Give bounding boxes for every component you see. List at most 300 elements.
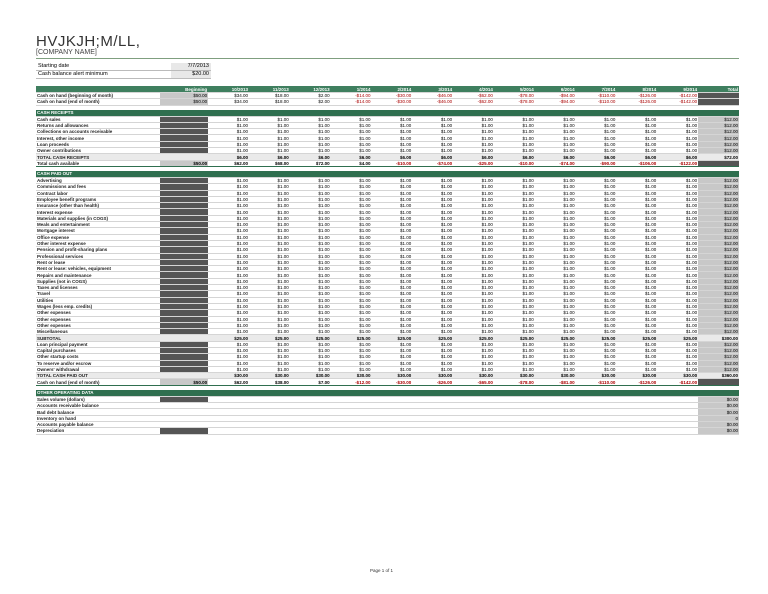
month-value[interactable]: $1.00 xyxy=(208,291,249,297)
month-value[interactable]: $25.00 xyxy=(290,335,331,341)
month-value[interactable]: $1.00 xyxy=(535,297,576,303)
month-value[interactable]: $1.00 xyxy=(616,141,657,147)
month-value[interactable]: $6.00 xyxy=(290,154,331,160)
month-value[interactable]: $1.00 xyxy=(208,285,249,291)
month-value[interactable]: $1.00 xyxy=(453,341,494,347)
month-value[interactable]: $38.00 xyxy=(249,379,290,385)
month-value[interactable]: -$12.00 xyxy=(331,379,372,385)
month-value[interactable]: $1.00 xyxy=(657,184,698,190)
month-value[interactable]: $30.00 xyxy=(576,373,617,379)
month-value[interactable]: $1.00 xyxy=(453,291,494,297)
month-value[interactable]: $1.00 xyxy=(208,247,249,253)
month-value[interactable]: $1.00 xyxy=(616,116,657,122)
month-value[interactable]: $1.00 xyxy=(371,247,412,253)
month-value[interactable]: $1.00 xyxy=(290,228,331,234)
month-value[interactable]: $1.00 xyxy=(657,222,698,228)
month-value[interactable]: $1.00 xyxy=(331,297,372,303)
month-value[interactable]: $1.00 xyxy=(290,222,331,228)
month-blank[interactable] xyxy=(657,428,698,434)
month-value[interactable]: $1.00 xyxy=(249,209,290,215)
month-value[interactable]: $1.00 xyxy=(616,272,657,278)
month-value[interactable]: $1.00 xyxy=(412,278,453,284)
month-value[interactable]: $62.00 xyxy=(208,160,249,166)
month-value[interactable]: $1.00 xyxy=(208,148,249,154)
month-value[interactable]: $1.00 xyxy=(371,278,412,284)
month-value[interactable]: $1.00 xyxy=(616,129,657,135)
month-value[interactable]: $1.00 xyxy=(290,148,331,154)
month-value[interactable]: $1.00 xyxy=(331,259,372,265)
month-value[interactable]: $1.00 xyxy=(453,190,494,196)
month-value[interactable]: $1.00 xyxy=(208,209,249,215)
month-value[interactable]: $1.00 xyxy=(453,310,494,316)
month-value[interactable]: -$10.00 xyxy=(494,160,535,166)
month-value[interactable]: -$78.00 xyxy=(494,379,535,385)
month-value[interactable]: $1.00 xyxy=(208,184,249,190)
month-blank[interactable] xyxy=(535,428,576,434)
month-value[interactable]: $1.00 xyxy=(249,177,290,183)
month-value[interactable]: $1.00 xyxy=(208,366,249,372)
month-value[interactable]: $1.00 xyxy=(576,122,617,128)
month-value[interactable]: $1.00 xyxy=(616,203,657,209)
month-value[interactable]: $1.00 xyxy=(371,310,412,316)
month-value[interactable]: $1.00 xyxy=(208,278,249,284)
month-value[interactable]: $1.00 xyxy=(576,272,617,278)
month-value[interactable]: $1.00 xyxy=(249,310,290,316)
month-value[interactable]: $1.00 xyxy=(371,303,412,309)
month-value[interactable]: $1.00 xyxy=(249,184,290,190)
month-value[interactable]: $1.00 xyxy=(453,266,494,272)
month-value[interactable]: $1.00 xyxy=(249,253,290,259)
month-value[interactable]: $30.00 xyxy=(208,373,249,379)
month-value[interactable]: $1.00 xyxy=(576,297,617,303)
month-value[interactable]: $1.00 xyxy=(657,234,698,240)
month-value[interactable]: $1.00 xyxy=(453,272,494,278)
month-value[interactable]: $1.00 xyxy=(208,135,249,141)
month-value[interactable]: $1.00 xyxy=(453,122,494,128)
month-value[interactable]: $6.00 xyxy=(616,154,657,160)
month-value[interactable]: $1.00 xyxy=(290,354,331,360)
month-value[interactable]: $1.00 xyxy=(290,196,331,202)
month-value[interactable]: $1.00 xyxy=(412,347,453,353)
month-value[interactable]: $1.00 xyxy=(453,360,494,366)
month-value[interactable]: $1.00 xyxy=(535,228,576,234)
month-value[interactable]: $1.00 xyxy=(616,177,657,183)
month-value[interactable]: $1.00 xyxy=(616,259,657,265)
month-value[interactable]: -$25.00 xyxy=(453,160,494,166)
month-value[interactable]: $1.00 xyxy=(576,329,617,335)
month-value[interactable]: $1.00 xyxy=(453,228,494,234)
month-value[interactable]: $1.00 xyxy=(576,253,617,259)
month-value[interactable]: $1.00 xyxy=(331,354,372,360)
month-value[interactable]: $1.00 xyxy=(576,247,617,253)
month-value[interactable]: $1.00 xyxy=(331,215,372,221)
month-value[interactable]: $6.00 xyxy=(657,154,698,160)
month-value[interactable]: $1.00 xyxy=(657,329,698,335)
month-value[interactable]: $1.00 xyxy=(616,329,657,335)
month-value[interactable]: $30.00 xyxy=(535,373,576,379)
month-value[interactable]: $1.00 xyxy=(290,209,331,215)
month-value[interactable]: $1.00 xyxy=(412,259,453,265)
month-value[interactable]: $1.00 xyxy=(453,129,494,135)
month-value[interactable]: $1.00 xyxy=(290,247,331,253)
month-value[interactable]: $1.00 xyxy=(616,240,657,246)
month-value[interactable]: $1.00 xyxy=(453,297,494,303)
month-value[interactable]: -$74.00 xyxy=(412,160,453,166)
month-value[interactable]: $1.00 xyxy=(290,341,331,347)
month-value[interactable]: $1.00 xyxy=(494,177,535,183)
month-value[interactable]: $1.00 xyxy=(331,203,372,209)
month-value[interactable]: $1.00 xyxy=(208,329,249,335)
month-value[interactable]: $30.00 xyxy=(616,373,657,379)
month-value[interactable]: $1.00 xyxy=(535,322,576,328)
month-value[interactable]: $25.00 xyxy=(208,335,249,341)
month-value[interactable]: $1.00 xyxy=(535,259,576,265)
month-value[interactable]: $1.00 xyxy=(494,297,535,303)
month-value[interactable]: $6.00 xyxy=(576,154,617,160)
month-value[interactable]: $1.00 xyxy=(371,177,412,183)
month-value[interactable]: $1.00 xyxy=(371,272,412,278)
month-value[interactable]: $1.00 xyxy=(576,259,617,265)
month-value[interactable]: $1.00 xyxy=(208,303,249,309)
month-value[interactable]: $1.00 xyxy=(290,360,331,366)
month-value[interactable]: $1.00 xyxy=(412,297,453,303)
month-value[interactable]: $1.00 xyxy=(371,215,412,221)
month-value[interactable]: $1.00 xyxy=(576,116,617,122)
month-value[interactable]: $1.00 xyxy=(208,234,249,240)
month-value[interactable]: $1.00 xyxy=(616,122,657,128)
month-value[interactable]: $1.00 xyxy=(576,203,617,209)
month-value[interactable]: $1.00 xyxy=(412,203,453,209)
month-value[interactable]: $1.00 xyxy=(412,240,453,246)
month-value[interactable]: $1.00 xyxy=(331,322,372,328)
month-value[interactable]: $1.00 xyxy=(208,272,249,278)
month-value[interactable]: $1.00 xyxy=(535,347,576,353)
month-value[interactable]: $1.00 xyxy=(535,116,576,122)
month-value[interactable]: $1.00 xyxy=(208,196,249,202)
month-value[interactable]: $1.00 xyxy=(331,329,372,335)
month-blank[interactable] xyxy=(616,428,657,434)
month-value[interactable]: $1.00 xyxy=(616,310,657,316)
month-value[interactable]: $6.00 xyxy=(249,154,290,160)
month-value[interactable]: $1.00 xyxy=(576,209,617,215)
month-value[interactable]: $1.00 xyxy=(290,259,331,265)
month-value[interactable]: $1.00 xyxy=(412,354,453,360)
month-value[interactable]: $1.00 xyxy=(249,278,290,284)
month-value[interactable]: $1.00 xyxy=(371,341,412,347)
month-value[interactable]: $1.00 xyxy=(331,253,372,259)
month-blank[interactable] xyxy=(371,428,412,434)
month-value[interactable]: $1.00 xyxy=(453,234,494,240)
month-value[interactable]: -$126.00 xyxy=(616,379,657,385)
month-value[interactable]: $1.00 xyxy=(371,354,412,360)
month-value[interactable]: $1.00 xyxy=(249,222,290,228)
month-value[interactable]: $1.00 xyxy=(535,303,576,309)
month-value[interactable]: $1.00 xyxy=(494,303,535,309)
month-value[interactable]: $1.00 xyxy=(535,129,576,135)
month-value[interactable]: $1.00 xyxy=(535,285,576,291)
month-value[interactable]: $6.00 xyxy=(371,154,412,160)
month-value[interactable]: $7.00 xyxy=(290,379,331,385)
month-value[interactable]: -$74.00 xyxy=(535,160,576,166)
month-value[interactable]: $1.00 xyxy=(453,222,494,228)
month-value[interactable]: $1.00 xyxy=(616,285,657,291)
month-value[interactable]: $1.00 xyxy=(576,240,617,246)
month-value[interactable]: $1.00 xyxy=(371,240,412,246)
month-value[interactable]: $1.00 xyxy=(494,190,535,196)
month-value[interactable]: $1.00 xyxy=(249,360,290,366)
month-value[interactable]: $1.00 xyxy=(371,329,412,335)
month-value[interactable]: $1.00 xyxy=(576,129,617,135)
month-value[interactable]: $1.00 xyxy=(453,347,494,353)
month-value[interactable]: $1.00 xyxy=(657,196,698,202)
month-value[interactable]: $1.00 xyxy=(412,196,453,202)
month-value[interactable]: $68.00 xyxy=(249,160,290,166)
month-value[interactable]: $1.00 xyxy=(576,177,617,183)
month-value[interactable]: $1.00 xyxy=(494,316,535,322)
month-value[interactable]: $1.00 xyxy=(371,184,412,190)
month-value[interactable]: $1.00 xyxy=(331,347,372,353)
month-value[interactable]: $1.00 xyxy=(453,148,494,154)
month-value[interactable]: $1.00 xyxy=(657,122,698,128)
month-value[interactable]: $1.00 xyxy=(494,341,535,347)
month-value[interactable]: $1.00 xyxy=(453,247,494,253)
month-value[interactable]: $1.00 xyxy=(290,190,331,196)
month-value[interactable]: $1.00 xyxy=(494,135,535,141)
month-value[interactable]: $1.00 xyxy=(249,366,290,372)
month-value[interactable]: $1.00 xyxy=(494,196,535,202)
month-value[interactable]: $1.00 xyxy=(249,266,290,272)
month-value[interactable]: $1.00 xyxy=(290,347,331,353)
month-value[interactable]: $1.00 xyxy=(249,322,290,328)
month-value[interactable]: -$65.00 xyxy=(453,379,494,385)
month-value[interactable]: $1.00 xyxy=(616,297,657,303)
month-value[interactable]: $62.00 xyxy=(208,379,249,385)
month-value[interactable]: $1.00 xyxy=(208,240,249,246)
month-value[interactable]: $1.00 xyxy=(616,190,657,196)
month-value[interactable]: $1.00 xyxy=(331,222,372,228)
month-blank[interactable] xyxy=(576,428,617,434)
month-value[interactable]: $1.00 xyxy=(616,184,657,190)
month-value[interactable]: $1.00 xyxy=(535,141,576,147)
month-value[interactable]: $1.00 xyxy=(657,291,698,297)
month-value[interactable]: $1.00 xyxy=(453,209,494,215)
month-value[interactable]: $1.00 xyxy=(290,135,331,141)
month-value[interactable]: $1.00 xyxy=(453,141,494,147)
month-value[interactable]: $1.00 xyxy=(331,177,372,183)
month-value[interactable]: $6.00 xyxy=(535,154,576,160)
month-value[interactable]: $1.00 xyxy=(657,259,698,265)
month-value[interactable]: $4.00 xyxy=(331,160,372,166)
month-value[interactable]: $1.00 xyxy=(535,234,576,240)
month-value[interactable]: $1.00 xyxy=(371,253,412,259)
month-value[interactable]: $1.00 xyxy=(249,240,290,246)
month-value[interactable]: $1.00 xyxy=(249,247,290,253)
month-value[interactable]: $1.00 xyxy=(576,196,617,202)
month-value[interactable]: $1.00 xyxy=(657,322,698,328)
month-value[interactable]: $1.00 xyxy=(576,316,617,322)
month-value[interactable]: $1.00 xyxy=(208,253,249,259)
month-value[interactable]: $1.00 xyxy=(249,196,290,202)
month-blank[interactable] xyxy=(412,428,453,434)
month-value[interactable]: $1.00 xyxy=(208,360,249,366)
month-value[interactable]: $1.00 xyxy=(331,285,372,291)
month-value[interactable]: $25.00 xyxy=(249,335,290,341)
month-value[interactable]: $1.00 xyxy=(535,203,576,209)
month-value[interactable]: -$26.00 xyxy=(412,379,453,385)
month-value[interactable]: $1.00 xyxy=(331,184,372,190)
month-value[interactable]: $1.00 xyxy=(249,148,290,154)
month-blank[interactable] xyxy=(494,428,535,434)
month-value[interactable]: $1.00 xyxy=(412,135,453,141)
month-value[interactable]: $1.00 xyxy=(657,354,698,360)
month-value[interactable]: -$122.00 xyxy=(657,160,698,166)
month-value[interactable]: $1.00 xyxy=(657,141,698,147)
month-value[interactable]: $1.00 xyxy=(371,234,412,240)
month-value[interactable]: $1.00 xyxy=(494,234,535,240)
month-value[interactable]: $1.00 xyxy=(576,354,617,360)
month-value[interactable]: $1.00 xyxy=(290,272,331,278)
month-value[interactable]: $1.00 xyxy=(535,240,576,246)
month-value[interactable]: $1.00 xyxy=(290,141,331,147)
month-value[interactable]: $1.00 xyxy=(412,222,453,228)
month-value[interactable]: $1.00 xyxy=(657,341,698,347)
month-value[interactable]: $1.00 xyxy=(208,259,249,265)
month-value[interactable]: $1.00 xyxy=(494,310,535,316)
month-value[interactable]: -$10.00 xyxy=(371,160,412,166)
month-value[interactable]: $1.00 xyxy=(616,266,657,272)
month-value[interactable]: $1.00 xyxy=(290,329,331,335)
month-value[interactable]: $1.00 xyxy=(657,129,698,135)
month-value[interactable]: $1.00 xyxy=(576,291,617,297)
month-blank[interactable] xyxy=(208,428,249,434)
month-value[interactable]: $1.00 xyxy=(290,215,331,221)
month-value[interactable]: $6.00 xyxy=(453,154,494,160)
month-value[interactable]: $1.00 xyxy=(576,266,617,272)
month-value[interactable]: $1.00 xyxy=(371,322,412,328)
month-value[interactable]: $1.00 xyxy=(657,135,698,141)
month-value[interactable]: $1.00 xyxy=(576,360,617,366)
month-value[interactable]: $1.00 xyxy=(208,310,249,316)
month-value[interactable]: $30.00 xyxy=(453,373,494,379)
month-value[interactable]: $72.00 xyxy=(290,160,331,166)
month-value[interactable]: $1.00 xyxy=(453,215,494,221)
month-value[interactable]: $1.00 xyxy=(371,291,412,297)
month-value[interactable]: $1.00 xyxy=(453,285,494,291)
month-value[interactable]: $1.00 xyxy=(208,122,249,128)
month-value[interactable]: $1.00 xyxy=(657,228,698,234)
month-value[interactable]: $1.00 xyxy=(331,190,372,196)
month-value[interactable]: $1.00 xyxy=(412,148,453,154)
month-value[interactable]: $1.00 xyxy=(576,303,617,309)
month-value[interactable]: $1.00 xyxy=(657,266,698,272)
month-value[interactable]: $1.00 xyxy=(249,291,290,297)
month-value[interactable]: $1.00 xyxy=(331,234,372,240)
month-value[interactable]: $1.00 xyxy=(453,329,494,335)
month-value[interactable]: -$90.00 xyxy=(576,160,617,166)
month-value[interactable]: $1.00 xyxy=(412,310,453,316)
month-value[interactable]: $1.00 xyxy=(576,228,617,234)
month-value[interactable]: $1.00 xyxy=(412,285,453,291)
month-value[interactable]: $1.00 xyxy=(208,222,249,228)
month-value[interactable]: $1.00 xyxy=(371,316,412,322)
month-value[interactable]: $1.00 xyxy=(494,266,535,272)
month-value[interactable]: $1.00 xyxy=(371,122,412,128)
month-value[interactable]: $1.00 xyxy=(249,303,290,309)
month-value[interactable]: $1.00 xyxy=(249,129,290,135)
month-value[interactable]: $1.00 xyxy=(657,297,698,303)
month-value[interactable]: $1.00 xyxy=(208,341,249,347)
month-value[interactable]: $1.00 xyxy=(453,316,494,322)
month-value[interactable]: $1.00 xyxy=(494,184,535,190)
month-value[interactable]: $1.00 xyxy=(453,240,494,246)
month-value[interactable]: $1.00 xyxy=(616,278,657,284)
month-value[interactable]: $1.00 xyxy=(249,234,290,240)
month-value[interactable]: $1.00 xyxy=(535,360,576,366)
month-value[interactable]: $1.00 xyxy=(657,240,698,246)
month-value[interactable]: $1.00 xyxy=(616,215,657,221)
month-value[interactable]: $1.00 xyxy=(331,278,372,284)
month-value[interactable]: $1.00 xyxy=(657,360,698,366)
month-value[interactable]: $1.00 xyxy=(371,209,412,215)
month-value[interactable]: $1.00 xyxy=(576,234,617,240)
month-value[interactable]: $1.00 xyxy=(453,184,494,190)
month-value[interactable]: $1.00 xyxy=(412,122,453,128)
month-value[interactable]: $1.00 xyxy=(494,322,535,328)
month-value[interactable]: $6.00 xyxy=(208,154,249,160)
month-value[interactable]: $1.00 xyxy=(412,184,453,190)
month-value[interactable]: $1.00 xyxy=(494,129,535,135)
month-value[interactable]: $1.00 xyxy=(657,347,698,353)
month-value[interactable]: $1.00 xyxy=(412,228,453,234)
month-value[interactable]: $1.00 xyxy=(371,259,412,265)
month-value[interactable]: $1.00 xyxy=(494,354,535,360)
month-value[interactable]: $1.00 xyxy=(657,177,698,183)
month-value[interactable]: $6.00 xyxy=(412,154,453,160)
month-value[interactable]: $1.00 xyxy=(453,253,494,259)
month-value[interactable]: $1.00 xyxy=(208,203,249,209)
month-value[interactable]: $30.00 xyxy=(657,373,698,379)
month-value[interactable]: $1.00 xyxy=(616,341,657,347)
month-value[interactable]: $1.00 xyxy=(657,148,698,154)
month-value[interactable]: $1.00 xyxy=(249,347,290,353)
month-value[interactable]: $1.00 xyxy=(412,215,453,221)
month-value[interactable]: $1.00 xyxy=(412,360,453,366)
month-value[interactable]: $1.00 xyxy=(535,135,576,141)
month-value[interactable]: $1.00 xyxy=(494,347,535,353)
month-value[interactable]: $1.00 xyxy=(657,278,698,284)
month-value[interactable]: $1.00 xyxy=(453,116,494,122)
month-value[interactable]: $1.00 xyxy=(290,122,331,128)
month-value[interactable]: $1.00 xyxy=(494,222,535,228)
month-value[interactable]: $1.00 xyxy=(290,366,331,372)
month-value[interactable]: $1.00 xyxy=(412,253,453,259)
month-value[interactable]: $1.00 xyxy=(249,259,290,265)
month-value[interactable]: $1.00 xyxy=(494,240,535,246)
month-value[interactable]: $1.00 xyxy=(249,228,290,234)
month-value[interactable]: $1.00 xyxy=(371,228,412,234)
month-value[interactable]: $1.00 xyxy=(576,222,617,228)
month-value[interactable]: $1.00 xyxy=(290,129,331,135)
month-value[interactable]: $1.00 xyxy=(576,141,617,147)
month-value[interactable]: $1.00 xyxy=(371,222,412,228)
month-value[interactable]: $1.00 xyxy=(494,209,535,215)
month-value[interactable]: $1.00 xyxy=(290,297,331,303)
month-value[interactable]: $1.00 xyxy=(331,141,372,147)
month-value[interactable]: $1.00 xyxy=(290,240,331,246)
month-value[interactable]: $1.00 xyxy=(535,184,576,190)
month-value[interactable]: $1.00 xyxy=(290,184,331,190)
month-value[interactable]: $1.00 xyxy=(453,177,494,183)
